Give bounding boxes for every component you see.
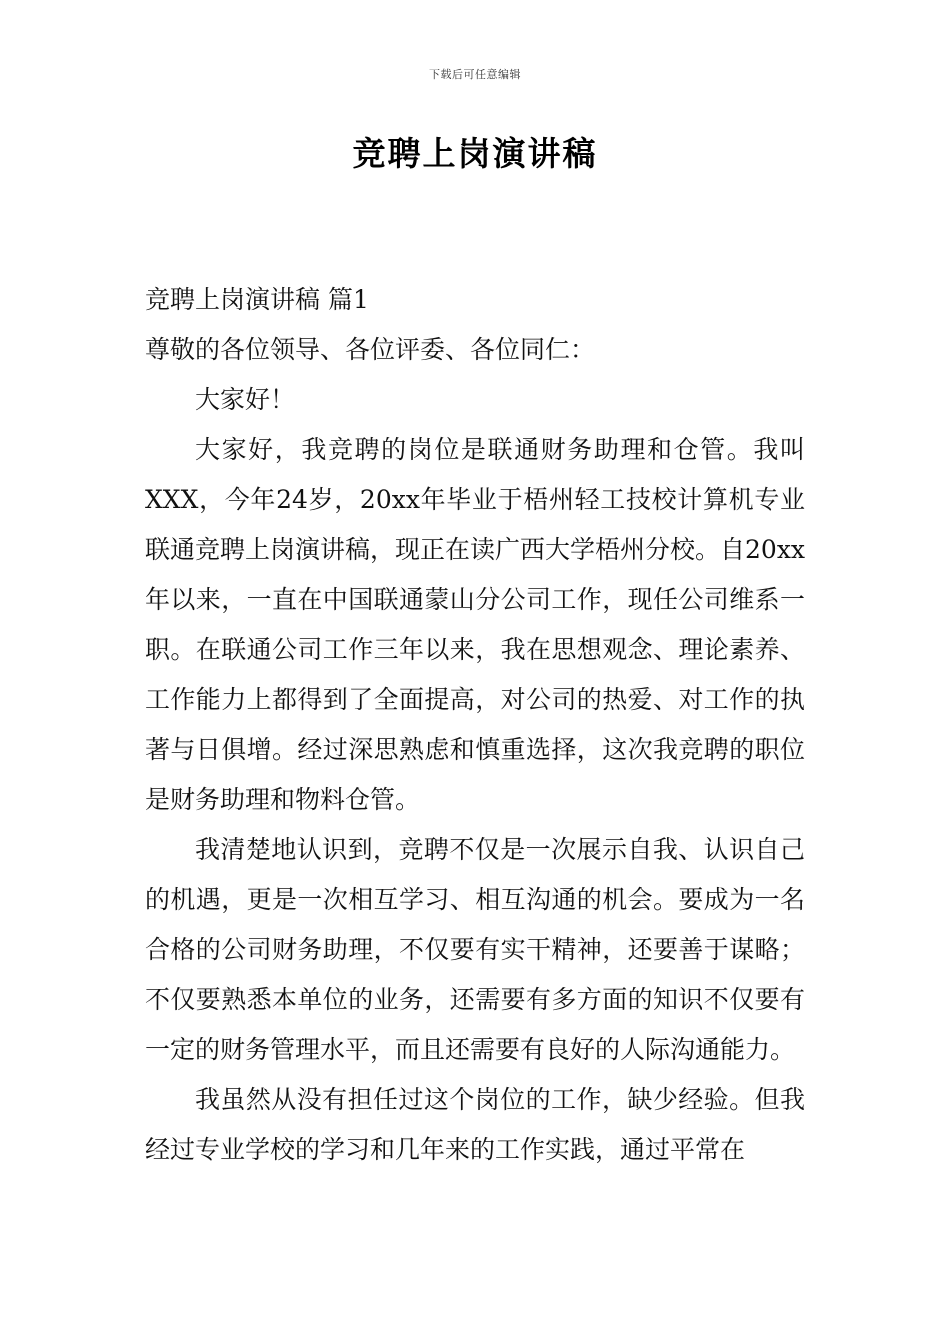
salutation: 尊敬的各位领导、各位评委、各位同仁： xyxy=(145,335,596,364)
section-heading: 竞聘上岗演讲稿 篇1 xyxy=(145,285,369,314)
header-note: 下载后可任意编辑 xyxy=(429,68,521,81)
body-paragraph: 我清楚地认识到，竞聘不仅是一次展示自我、认识自己的机遇，更是一次相互学习、相互沟通的机会。要成为一名合格的公司财务助理，不仅要有实干精神，还要善于谋略；不仅要熟悉本单位的业务，还需要有多方面的知识不仅要有一定的财务管理水平，而且还需要有良好的人际沟通能力。 xyxy=(145,835,805,1064)
greeting: 大家好！ xyxy=(195,385,296,414)
body-paragraph: 大家好，我竞聘的岗位是联通财务助理和仓管。我叫XXX，今年24岁，20xx年毕业于梧州轻工技校计算机专业联通竞聘上岗演讲稿，现正在读广西大学梧州分校。自20xx年以来，一直在中国联通蒙山分公司工作，现任公司维系一职。在联通公司工作三年以来，我在思想观念、理论素养、工作能力上都得到了全面提高，对公司的热爱、对工作的执著与日俱增。经过深思熟虑和慎重选择，这次我竞聘的职位是财务助理和物料仓管。 xyxy=(145,435,806,814)
body-paragraph: 我虽然从没有担任过这个岗位的工作，缺少经验。但我经过专业学校的学习和几年来的工作实践，通过平常在 xyxy=(145,1085,805,1164)
document-body xyxy=(145,275,805,1175)
document-title: 竞聘上岗演讲稿 xyxy=(352,134,598,173)
